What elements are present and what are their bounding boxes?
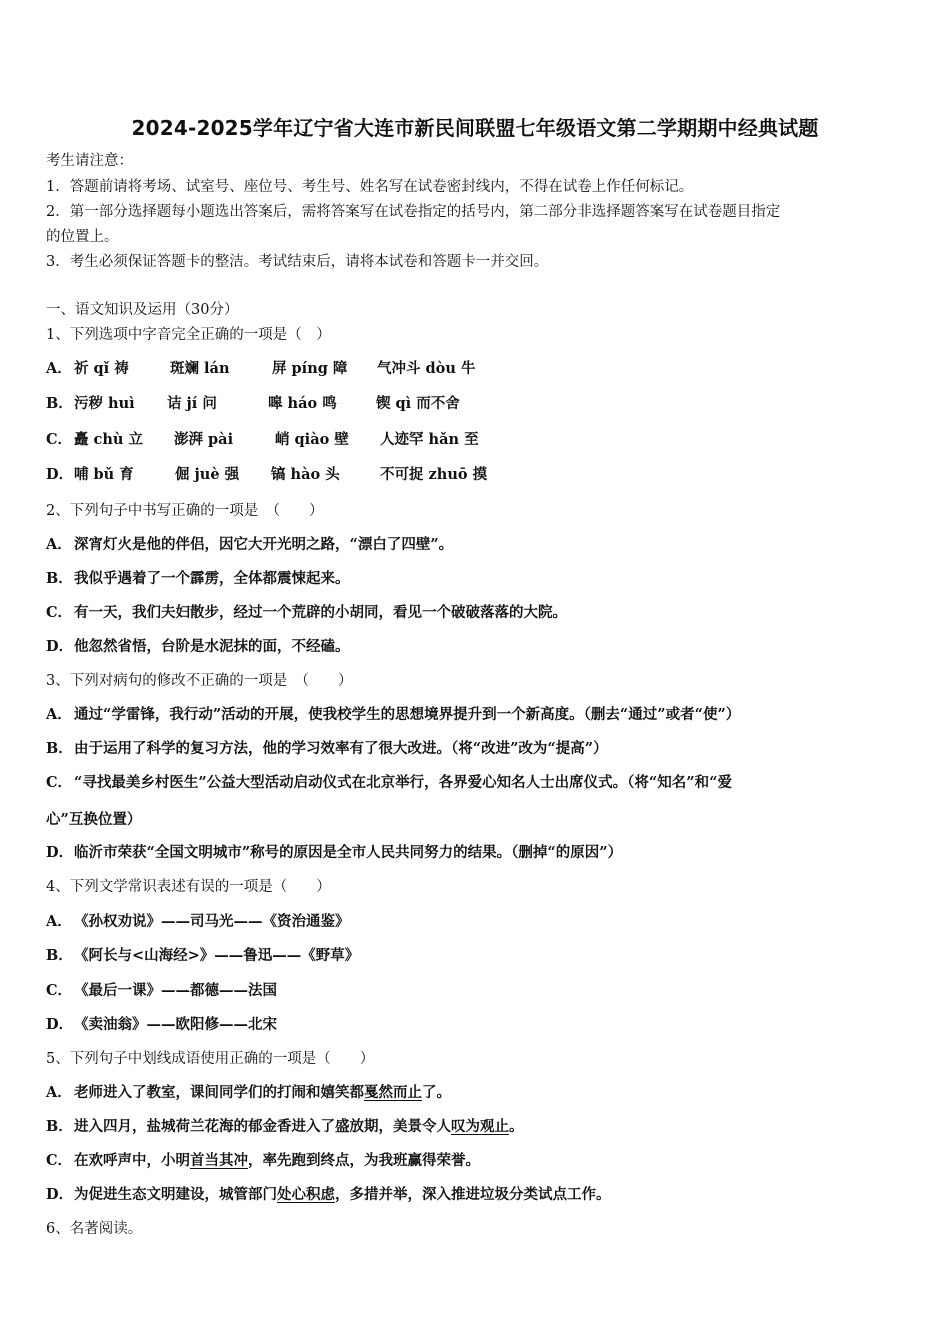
- question-stem: 2、下列句子中书写正确的一项是 （ ）: [46, 503, 324, 519]
- option-text: “寻找最美乡村医生”公益大型活动启动仪式在北京举行，各界爱心知名人士出席仪式。（将“知名”和“爱: [74, 774, 732, 791]
- pinyin-item: 峭 qiào 壁: [275, 431, 349, 448]
- option-line: [46, 637, 350, 657]
- notice-item: 的位置上。: [46, 229, 119, 245]
- option-line: [46, 535, 453, 555]
- notice-item: 2．第一部分选择题每小题选出答案后，需将答案写在试卷指定的括号内，第二部分非选择题答案写在试卷题目指定: [46, 204, 781, 220]
- pinyin-item: 镐 hào 头: [271, 466, 340, 483]
- question-stem: 6、名著阅读。: [46, 1221, 143, 1237]
- question-stem: 5、下列句子中划线成语使用正确的一项是（ ）: [46, 1051, 375, 1067]
- question-stem: 4、下列文学常识表述有误的一项是（ ）: [46, 879, 331, 895]
- option-letter: B．: [46, 395, 73, 412]
- option-line: [46, 739, 608, 759]
- pinyin-item: 不可捉 zhuō 摸: [380, 466, 488, 483]
- pinyin-item: 屏 píng 障: [272, 360, 348, 377]
- pinyin-item: 诘 jí 问: [167, 395, 217, 412]
- option-line: [46, 1117, 524, 1137]
- pinyin-option-row: [46, 430, 906, 452]
- pinyin-item: 斑斓 lán: [170, 360, 230, 377]
- option-text: 老师进入了教室，课间同学们的打闹和嬉笑都: [74, 1084, 364, 1101]
- option-line: [46, 912, 350, 932]
- option-text: 由于运用了科学的复习方法，他的学习效率有了很大改进。（将“改进”改为“提高”）: [74, 740, 608, 757]
- option-line: [46, 1151, 480, 1171]
- option-text: 了。: [422, 1084, 451, 1101]
- option-text: 有一天，我们夫妇散步，经过一个荒辟的小胡同，看见一个破破落落的大院。: [74, 604, 567, 621]
- pinyin-item: 嗥 háo 鸣: [268, 395, 337, 412]
- option-line: [46, 569, 350, 589]
- pinyin-item: 人迹罕 hǎn 至: [380, 431, 479, 448]
- option-text: 深宵灯火是他的伴侣，因它大开光明之路，“漂白了四壁”。: [74, 536, 454, 553]
- underlined-idiom: 处心积虑: [277, 1186, 335, 1203]
- pinyin-option-row: [46, 465, 906, 487]
- page-title: 2024-2025学年辽宁省大连市新民间联盟七年级语文第二学期期中经典试题: [131, 116, 819, 140]
- option-text: ，多措并举，深入推进垃圾分类试点工作。: [335, 1186, 611, 1203]
- notice-item: 3．考生必须保证答题卡的整洁。考试结束后，请将本试卷和答题卡一并交回。: [46, 254, 549, 270]
- option-letter: B．: [46, 570, 73, 587]
- underlined-idiom: 戛然而止: [364, 1084, 422, 1101]
- option-line-continued: [46, 810, 141, 830]
- option-text: 在欢呼声中，小明: [74, 1152, 190, 1169]
- pinyin-option-row: [46, 394, 906, 416]
- option-line: [46, 981, 277, 1001]
- option-letter: D．: [46, 1016, 74, 1033]
- option-letter: C．: [46, 431, 73, 448]
- option-line: [46, 1015, 277, 1035]
- option-line: [46, 773, 732, 793]
- option-letter: B．: [46, 740, 73, 757]
- option-letter: C．: [46, 982, 73, 999]
- section-heading: 一、语文知识及运用（30分）: [46, 302, 239, 318]
- option-text: 《卖油翁》——欧阳修——北宋: [74, 1016, 277, 1033]
- pinyin-item: 污秽 huì: [74, 395, 135, 412]
- option-line: [46, 946, 359, 966]
- option-letter: D．: [46, 466, 74, 483]
- option-letter: A．: [46, 536, 72, 553]
- option-letter: C．: [46, 774, 73, 791]
- pinyin-item: 锲 qì 而不舍: [376, 395, 460, 412]
- option-letter: B．: [46, 1118, 73, 1135]
- pinyin-item: 祈 qǐ 祷: [74, 360, 129, 377]
- option-text: 临沂市荣获“全国文明城市”称号的原因是全市人民共同努力的结果。（删掉“的原因”）: [74, 844, 623, 861]
- option-line: [46, 1083, 451, 1103]
- underlined-idiom: 叹为观止: [451, 1118, 509, 1135]
- option-text: 为促进生态文明建设，城管部门: [74, 1186, 277, 1203]
- pinyin-item: 澎湃 pài: [174, 431, 234, 448]
- option-letter: C．: [46, 604, 73, 621]
- notice-item: 1．答题前请将考场、试室号、座位号、考生号、姓名写在试卷密封线内，不得在试卷上作任何标记。: [46, 179, 694, 195]
- notice-heading: 考生请注意：: [46, 153, 133, 169]
- option-text: 心”互换位置）: [46, 811, 142, 828]
- option-letter: A．: [46, 913, 72, 930]
- pinyin-item: 矗 chù 立: [74, 431, 144, 448]
- option-line: [46, 843, 622, 863]
- option-letter: D．: [46, 638, 74, 655]
- pinyin-item: 倔 juè 强: [175, 466, 240, 483]
- option-letter: B．: [46, 947, 73, 964]
- option-text: 《最后一课》——都德——法国: [74, 982, 277, 999]
- option-letter: D．: [46, 1186, 74, 1203]
- option-text: 我似乎遇着了一个霹雳，全体都震悚起来。: [74, 570, 350, 587]
- option-line: [46, 603, 567, 623]
- option-line: [46, 1185, 611, 1205]
- option-text: 进入四月，盐城荷兰花海的郁金香进入了盛放期，美景令人: [74, 1118, 451, 1135]
- option-line: [46, 705, 740, 725]
- option-letter: D．: [46, 844, 74, 861]
- option-text: ，率先跑到终点，为我班赢得荣誉。: [248, 1152, 480, 1169]
- pinyin-option-row: [46, 359, 906, 381]
- option-text: 。: [509, 1118, 524, 1135]
- option-letter: A．: [46, 1084, 72, 1101]
- option-text: 他忽然省悟，台阶是水泥抹的面，不经磕。: [74, 638, 350, 655]
- pinyin-item: 哺 bǔ 育: [74, 466, 134, 483]
- option-text: 通过“学雷锋，我行动”活动的开展，使我校学生的思想境界提升到一个新高度。（删去“通过”或者“使”）: [74, 706, 741, 723]
- option-letter: A．: [46, 360, 72, 377]
- question-stem: 3、下列对病句的修改不正确的一项是 （ ）: [46, 673, 353, 689]
- question-stem: 1、下列选项中字音完全正确的一项是（ ）: [46, 327, 331, 343]
- pinyin-item: 气冲斗 dòu 牛: [377, 360, 476, 377]
- option-letter: A．: [46, 706, 72, 723]
- option-text: 《阿长与<山海经>》——鲁迅——《野草》: [74, 947, 360, 964]
- underlined-idiom: 首当其冲: [190, 1152, 248, 1169]
- option-text: 《孙权劝说》——司马光——《资治通鉴》: [74, 913, 350, 930]
- option-letter: C．: [46, 1152, 73, 1169]
